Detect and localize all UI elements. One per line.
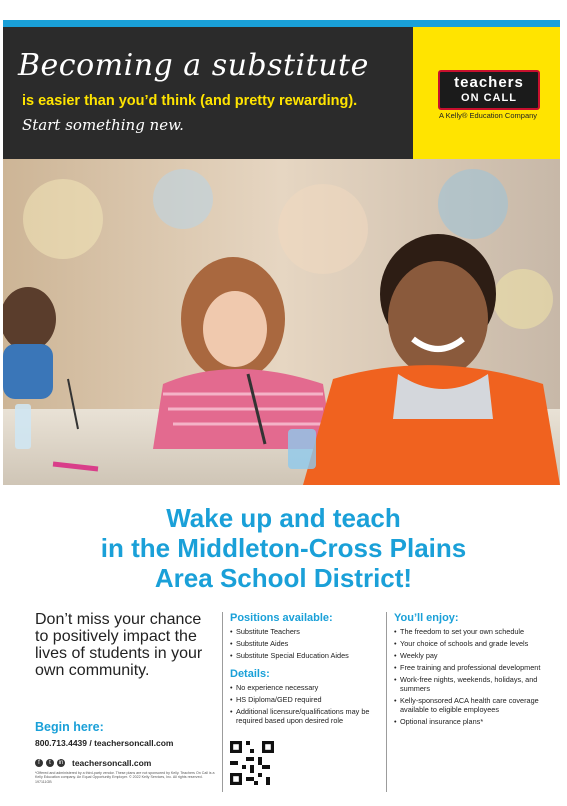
social-url[interactable]: teachersoncall.com (72, 758, 152, 768)
logo-wordmark-top: teachers (454, 74, 524, 91)
fine-print: *Offered and administered by a third-party vendor. These plans are not sponsored by Kelly. Teachers On Call is a Kelly Education company. An Equal Opportunity Employer. © 2022 Kelly Services, Inc. All rights reserved. 197111GB (35, 771, 215, 784)
list-item: • No experience necessary (230, 683, 380, 692)
benefits-list (394, 627, 544, 726)
header-subtitle: is easier than you’d think (and pretty rewarding). (22, 93, 358, 109)
social-row (35, 758, 151, 768)
classroom-photo-illustration (3, 159, 560, 485)
list-item: • Work-free nights, weekends, holidays, and summers (394, 675, 544, 693)
benefits-column (394, 612, 544, 729)
teachers-on-call-logo (438, 70, 540, 110)
logo-tagline: A Kelly® Education Company (438, 111, 538, 120)
list-item: • Substitute Aides (230, 639, 380, 648)
column-divider-1 (222, 612, 223, 792)
classroom-photo (3, 159, 560, 485)
list-item: • Substitute Teachers (230, 627, 380, 636)
headline-line-3: Area School District! (154, 563, 413, 593)
list-item: • Weekly pay (394, 651, 544, 660)
begin-here-label: Begin here: (35, 720, 104, 734)
list-item: • Substitute Special Education Aides (230, 651, 380, 660)
contact-info[interactable]: 800.713.4439 / teachersoncall.com (35, 738, 174, 748)
list-item: • Optional insurance plans* (394, 717, 544, 726)
column-divider-2 (386, 612, 387, 792)
facebook-icon[interactable]: f (35, 759, 43, 767)
details-title: Details: (230, 668, 270, 680)
logo-wordmark-bottom: ON CALL (461, 92, 517, 104)
headline-line-1: Wake up and teach (166, 503, 401, 533)
accent-strip (3, 20, 560, 27)
positions-column (230, 612, 380, 728)
list-item: • Free training and professional development (394, 663, 544, 672)
list-item: • The freedom to set your own schedule (394, 627, 544, 636)
list-item: • Additional licensure/qualifications may be required based upon desired role (230, 707, 380, 725)
enjoy-title: You’ll enjoy: (394, 612, 459, 624)
list-item: • HS Diploma/GED required (230, 695, 380, 704)
header-title: Becoming a substitute (18, 48, 369, 83)
positions-title: Positions available: (230, 612, 333, 624)
list-item: • Your choice of schools and grade levels (394, 639, 544, 648)
twitter-icon[interactable]: t (46, 759, 54, 767)
main-headline (0, 503, 567, 593)
positions-list (230, 627, 380, 660)
top-margin (0, 0, 567, 22)
intro-text: Don’t miss your chance to positively impact the lives of students in your own community. (35, 611, 203, 679)
linkedin-icon[interactable]: in (58, 760, 64, 766)
intro-column (35, 611, 215, 679)
details-list (230, 683, 380, 725)
list-item: • Kelly-sponsored ACA health care coverage available to eligible employees (394, 696, 544, 714)
qr-code[interactable] (230, 741, 274, 785)
header-tagline: Start something new. (22, 116, 184, 134)
headline-line-2: in the Middleton-Cross Plains (100, 533, 467, 563)
